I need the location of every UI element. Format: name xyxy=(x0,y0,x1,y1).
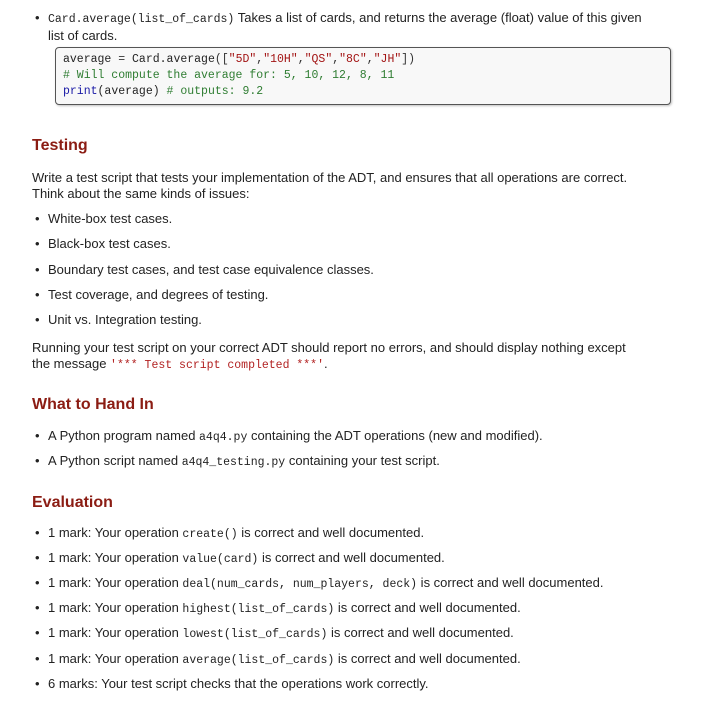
code-item: "JH" xyxy=(373,53,402,66)
evaluation-heading: Evaluation xyxy=(32,494,113,511)
intro-text-2: list of cards. xyxy=(48,28,118,43)
testing-heading: Testing xyxy=(32,137,88,154)
item-pre: 1 mark: Your operation xyxy=(48,525,183,540)
bullet-dot: • xyxy=(35,236,40,251)
code-eq: = xyxy=(111,53,133,66)
list-item xyxy=(35,676,429,692)
code-item: "QS" xyxy=(304,53,333,66)
bullet-dot: • xyxy=(35,312,40,327)
list-item-text: Boundary test cases, and test case equivalence classes. xyxy=(48,262,374,277)
bullet-dot: • xyxy=(35,525,40,540)
list-item-text: Black-box test cases. xyxy=(48,236,171,251)
intro-bullet xyxy=(35,10,678,44)
code-line-1: average = Card.average(["5D","10H","QS","8C","JH"]) xyxy=(63,53,416,66)
list-item xyxy=(35,575,604,593)
item-pre: 6 marks: Your test script checks that the operations work correctly. xyxy=(48,676,429,691)
bullet-dot: • xyxy=(35,651,40,666)
code-line-2: # Will compute the average for: 5, 10, 12, 8, 11 xyxy=(63,69,395,82)
item-post: is correct and well documented. xyxy=(237,525,425,540)
list-item xyxy=(35,600,521,618)
bullet-dot: • xyxy=(35,428,40,443)
item-code: deal(num_cards, num_players, deck) xyxy=(182,578,418,591)
code-open: ([ xyxy=(214,53,229,66)
item-code: value(card) xyxy=(182,553,259,566)
test-message-code: '*** Test script completed ***' xyxy=(110,359,324,372)
code-item: "10H" xyxy=(263,53,298,66)
item-pre: 1 mark: Your operation xyxy=(48,625,183,640)
list-item-text: Test coverage, and degrees of testing. xyxy=(48,287,269,302)
item-post: containing the ADT operations (new and modified). xyxy=(247,428,543,443)
list-item xyxy=(35,651,521,669)
testing-para-1-line-1: Write a test script that tests your implementation of the ADT, and ensures that all operations are correct. xyxy=(32,170,628,185)
code-arg: (average) xyxy=(97,85,160,98)
item-code: a4q4.py xyxy=(199,431,248,444)
item-pre: 1 mark: Your operation xyxy=(48,550,183,565)
code-example-box xyxy=(55,47,671,105)
list-item xyxy=(35,453,440,471)
item-code: lowest(list_of_cards) xyxy=(182,628,328,641)
item-pre: 1 mark: Your operation xyxy=(48,651,183,666)
code-item: "5D" xyxy=(228,53,257,66)
list-item xyxy=(35,625,514,643)
item-pre: A Python program named xyxy=(48,428,200,443)
item-pre: 1 mark: Your operation xyxy=(48,575,183,590)
code-var: average xyxy=(63,53,112,66)
list-item xyxy=(35,287,269,303)
item-post: is correct and well documented. xyxy=(334,651,521,666)
bullet-dot: • xyxy=(35,550,40,565)
list-item-text: White-box test cases. xyxy=(48,211,173,226)
list-item xyxy=(35,312,202,328)
item-post: is correct and well documented. xyxy=(334,600,521,615)
item-post: is correct and well documented. xyxy=(258,550,445,565)
intro-text: Takes a list of cards, and returns the average (float) value of this given xyxy=(234,10,642,25)
testing-para-2-suffix: . xyxy=(323,356,328,371)
testing-para-1-line-2: Think about the same kinds of issues: xyxy=(32,186,250,201)
testing-para-2-line-1: Running your test script on your correct ADT should report no errors, and should display nothing except xyxy=(32,340,626,355)
code-line-3 xyxy=(63,85,263,98)
list-item-text: Unit vs. Integration testing. xyxy=(48,312,202,327)
list-item xyxy=(35,211,173,227)
item-pre: A Python script named xyxy=(48,453,182,468)
code-print: print xyxy=(63,85,98,98)
bullet-dot: • xyxy=(35,211,40,226)
code-comment: # outputs: 9.2 xyxy=(159,85,264,98)
bullet-dot: • xyxy=(35,600,40,615)
list-item xyxy=(35,262,374,278)
item-code: average(list_of_cards) xyxy=(182,654,335,667)
bullet-dot: • xyxy=(35,676,40,691)
testing-para-1 xyxy=(32,170,682,202)
item-pre: 1 mark: Your operation xyxy=(48,600,183,615)
hand-in-heading: What to Hand In xyxy=(32,396,154,413)
list-item xyxy=(35,236,171,252)
item-post: is correct and well documented. xyxy=(417,575,604,590)
testing-para-2-prefix: the message xyxy=(32,356,111,371)
item-post: containing your test script. xyxy=(285,453,440,468)
bullet-dot: • xyxy=(35,10,40,25)
bullet-dot: • xyxy=(35,453,40,468)
item-code: highest(list_of_cards) xyxy=(182,603,335,616)
bullet-dot: • xyxy=(35,262,40,277)
item-code: create() xyxy=(182,528,238,541)
list-item xyxy=(35,550,445,568)
bullet-dot: • xyxy=(35,287,40,302)
bullet-dot: • xyxy=(35,575,40,590)
code-item: "8C" xyxy=(339,53,367,66)
intro-code: Card.average(list_of_cards) xyxy=(48,13,235,26)
item-post: is correct and well documented. xyxy=(327,625,514,640)
list-item xyxy=(35,428,543,446)
code-call: Card.average xyxy=(132,53,215,66)
testing-para-2 xyxy=(32,340,682,374)
list-item xyxy=(35,525,425,543)
bullet-dot: • xyxy=(35,625,40,640)
code-close: ]) xyxy=(401,53,416,66)
item-code: a4q4_testing.py xyxy=(181,456,286,469)
